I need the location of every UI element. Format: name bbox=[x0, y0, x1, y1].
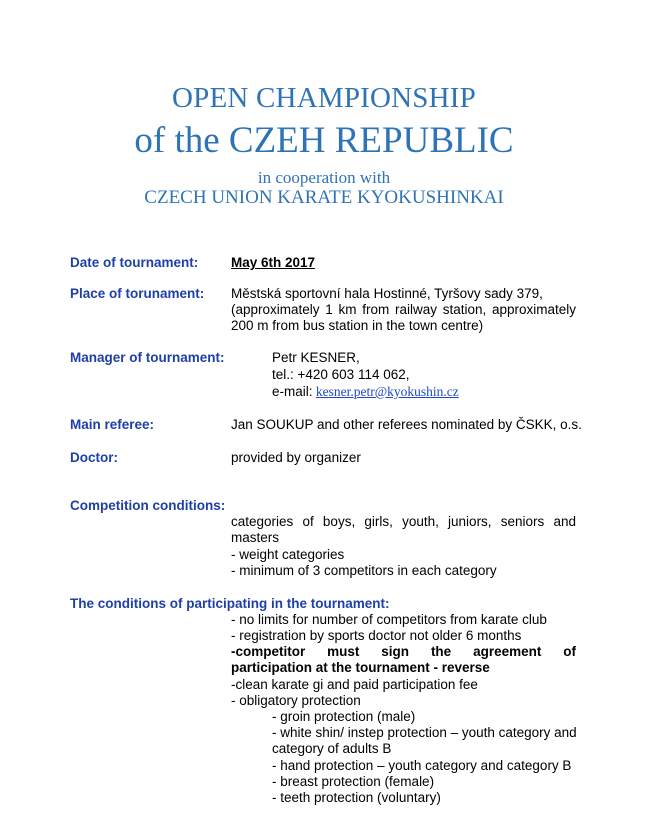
place-line: 200 m from bus station in the town centre) bbox=[231, 318, 484, 333]
participation-line: - no limits for number of competitors from karate club bbox=[231, 612, 547, 627]
doctor-value: provided by organizer bbox=[231, 450, 361, 465]
email-prefix: e-mail: bbox=[272, 384, 313, 399]
participation-line: -competitor must sign the agreement of bbox=[231, 644, 576, 659]
participation-line: participation at the tournament - reverse bbox=[231, 660, 490, 675]
email-link[interactable]: kesner.petr@kyokushin.cz bbox=[315, 384, 459, 399]
participation-line: -clean karate gi and paid participation fee bbox=[231, 677, 478, 692]
manager-label: Manager of tournament: bbox=[70, 350, 225, 365]
subtitle-line-1: in cooperation with bbox=[257, 168, 391, 187]
competition-line: masters bbox=[231, 530, 280, 545]
place-line: Městská sportovní hala Hostinné, Tyršovy sady 379, bbox=[231, 286, 543, 301]
date-label: Date of tournament: bbox=[70, 255, 199, 270]
competition-line: categories of boys, girls, youth, juniors, seniors and bbox=[231, 514, 576, 529]
protection-item: category of adults B bbox=[272, 741, 392, 756]
participation-line: - obligatory protection bbox=[231, 693, 361, 708]
place-line: (approximately 1 km from railway station, approximately bbox=[231, 302, 576, 317]
date-value: May 6th 2017 bbox=[231, 255, 316, 270]
title-line-1: OPEN CHAMPIONSHIP bbox=[172, 82, 476, 114]
protection-item: - groin protection (male) bbox=[272, 709, 416, 724]
protection-item: - breast protection (female) bbox=[272, 774, 435, 789]
manager-name: Petr KESNER, bbox=[272, 350, 360, 365]
referee-value: Jan SOUKUP and other referees nominated by ČSKK, o.s. bbox=[231, 417, 582, 432]
manager-tel: tel.: +420 603 114 062, bbox=[272, 367, 410, 382]
referee-label: Main referee: bbox=[70, 417, 155, 432]
participation-label: The conditions of participating in the tournament: bbox=[70, 596, 390, 611]
subtitle-line-2: CZECH UNION KARATE KYOKUSHINKAI bbox=[144, 187, 504, 208]
competition-line: - minimum of 3 competitors in each category bbox=[231, 563, 497, 578]
participation-line: - registration by sports doctor not older 6 months bbox=[231, 628, 522, 643]
competition-label: Competition conditions: bbox=[70, 498, 226, 513]
protection-item: - white shin/ instep protection – youth category and bbox=[272, 725, 577, 740]
place-label: Place of torunament: bbox=[70, 286, 205, 301]
doctor-label: Doctor: bbox=[70, 450, 118, 465]
competition-line: - weight categories bbox=[231, 547, 345, 562]
manager-email-row bbox=[272, 384, 459, 400]
protection-item: - hand protection – youth category and category B bbox=[272, 758, 572, 773]
protection-item: - teeth protection (voluntary) bbox=[272, 790, 441, 805]
title-line-2: of the CZEH REPUBLIC bbox=[134, 120, 514, 161]
